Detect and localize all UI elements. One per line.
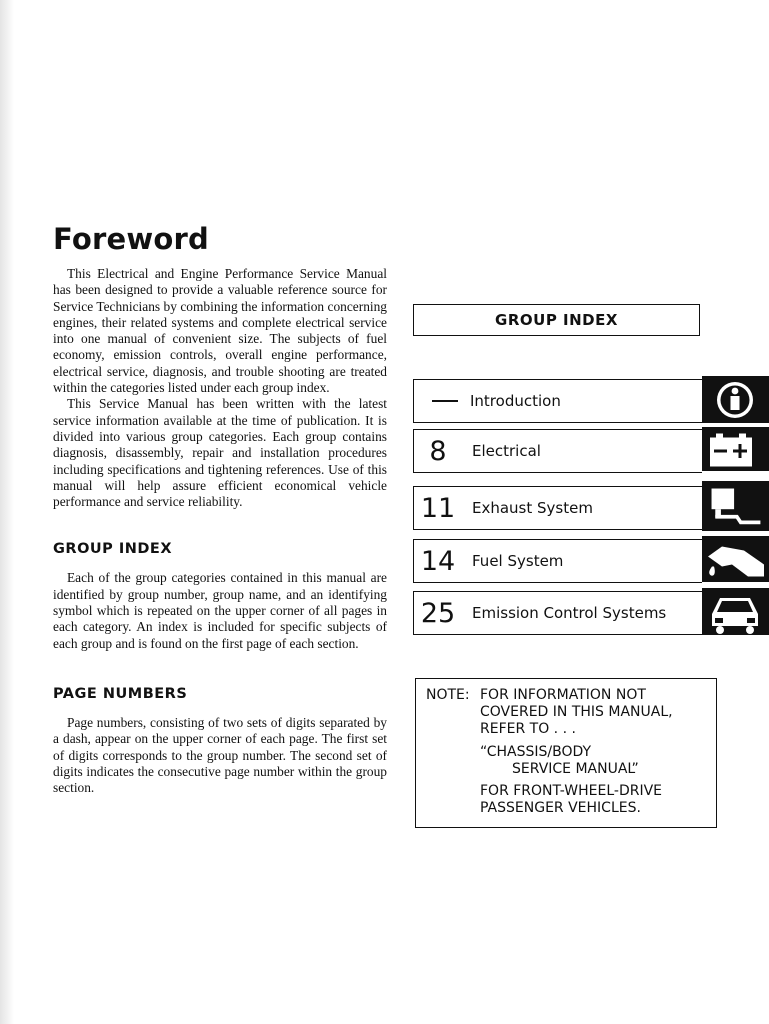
group-label: Exhaust System	[472, 499, 593, 517]
note-line: PASSENGER VEHICLES.	[480, 800, 641, 816]
note-line: SERVICE MANUAL”	[512, 761, 639, 777]
dash-mark	[432, 400, 458, 402]
group-index-item-emission-control-systems[interactable]	[413, 591, 702, 635]
group-number: 25	[420, 597, 456, 629]
group-index-item-fuel-system[interactable]	[413, 539, 702, 583]
note-line: “CHASSIS/BODY	[480, 744, 592, 760]
battery-icon	[702, 427, 769, 471]
group-index-panel-title: GROUP INDEX	[413, 304, 700, 336]
page-edge-shadow	[0, 0, 14, 1024]
group-label: Electrical	[472, 442, 541, 460]
foreword-paragraph-1: This Electrical and Engine Performance Service Manual has been designed to provide a valuable reference source for Service Technicians by combining the information concerning engines, their related systems and complete electrical service into one manual of convenient size. The subjects of fuel economy, emission controls, overall engine performance, electrical service, diagnosis, and trouble shooting are treated within the categories listed under each group index.	[53, 266, 387, 396]
note-line: FOR INFORMATION NOT	[480, 687, 646, 703]
note-line: REFER TO . . .	[480, 721, 576, 737]
note-label: NOTE:	[426, 687, 470, 703]
left-column	[53, 222, 387, 796]
page-title: Foreword	[53, 222, 209, 256]
note-box	[415, 678, 717, 828]
group-number: 8	[429, 435, 447, 467]
note-text	[480, 687, 673, 817]
group-label: Emission Control Systems	[472, 604, 667, 622]
info-icon	[702, 376, 769, 423]
group-number: 14	[420, 545, 456, 577]
group-index-item-introduction[interactable]	[413, 379, 702, 423]
fuel-nozzle-icon	[702, 536, 769, 582]
group-index-item-electrical[interactable]	[413, 429, 702, 473]
group-index-item-exhaust-system[interactable]	[413, 486, 702, 530]
group-number: 11	[420, 492, 456, 524]
group-index-heading: GROUP INDEX	[53, 541, 172, 558]
note-line: FOR FRONT-WHEEL-DRIVE	[480, 783, 662, 799]
note-line: COVERED IN THIS MANUAL,	[480, 704, 673, 720]
car-icon	[702, 588, 769, 635]
group-label: Introduction	[470, 392, 561, 410]
page-numbers-paragraph: Page numbers, consisting of two sets of digits separated by a dash, appear on the upper corner of each page. The first set of digits corresponds to the group number. The second set of digits indicates the consecutive page number within the group section.	[53, 714, 387, 796]
exhaust-icon	[702, 481, 769, 531]
page-numbers-heading: PAGE NUMBERS	[53, 685, 188, 702]
group-label: Fuel System	[472, 552, 564, 570]
group-index-paragraph: Each of the group categories contained in this manual are identified by group number, group name, and an identifying symbol which is repeated on the upper corner of all pages in each category. An index is included for specific subjects of each group and is found on the first page of each section.	[53, 570, 387, 651]
foreword-paragraph-2: This Service Manual has been written with the latest service information available at the time of publication. It is divided into various group categories. Each group contains diagnosis, disassembly, repair and installation procedures including specifications and tightening references. Use of this manual will help assure efficient economical vehicle performance and service reliability.	[53, 396, 387, 510]
